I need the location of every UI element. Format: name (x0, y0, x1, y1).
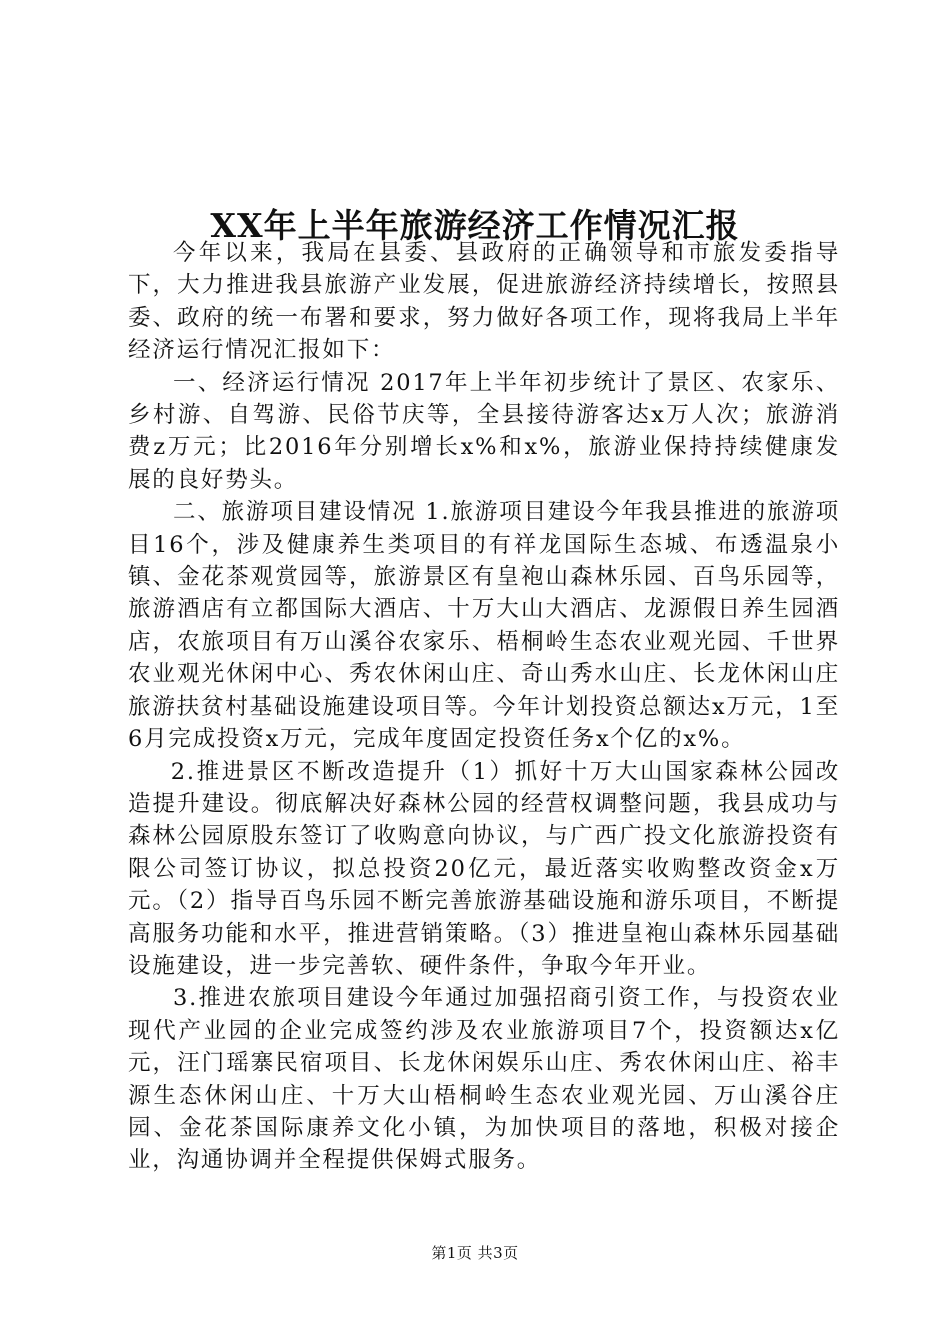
document-body (128, 237, 840, 1177)
paragraph-economic-operation: 一、经济运行情况 2017年上半年初步统计了景区、农家乐、乡村游、自驾游、民俗节庆等，全县接待游客达x万人次；旅游消费z万元；比2016年分别增长x%和x%，旅游业保持持续健康发展的良好势头。 (128, 369, 840, 493)
document-title: XX年上半年旅游经济工作情况汇报 (210, 206, 740, 246)
paragraph-project-construction: 二、旅游项目建设情况 1.旅游项目建设今年我县推进的旅游项目16个，涉及健康养生类项目的有祥龙国际生态城、布透温泉小镇、金花茶观赏园等，旅游景区有皇袍山森林乐园、百鸟乐园等，旅游酒店有立都国际大酒店、十万大山大酒店、龙源假日养生园酒店，农旅项目有万山溪谷农家乐、梧桐岭生态农业观光园、千世界农业观光休闲中心、秀农休闲山庄、奇山秀水山庄、长龙休闲山庄旅游扶贫村基础设施建设项目等。今年计划投资总额达x万元，1至6月完成投资x万元，完成年度固定投资任务x个亿的x%。 (128, 499, 840, 753)
paragraph-intro: 今年以来，我局在县委、县政府的正确领导和市旅发委指导下，大力推进我县旅游产业发展，促进旅游经济持续增长，按照县委、政府的统一布署和要求，努力做好各项工作，现将我局上半年经济运行情况汇报如下： (128, 240, 840, 364)
page-footer: 第1页 共3页 (431, 1244, 519, 1262)
paragraph-agri-tourism: 3.推进农旅项目建设今年通过加强招商引资工作，与投资农业现代产业园的企业完成签约涉及农业旅游项目7个，投资额达x亿元，汪门瑶寨民宿项目、长龙休闲娱乐山庄、秀农休闲山庄、裕丰源生态休闲山庄、十万大山梧桐岭生态农业观光园、万山溪谷庄园、金花茶国际康养文化小镇，为加快项目的落地，积极对接企业，沟通协调并全程提供保姆式服务。 (128, 985, 840, 1174)
paragraph-scenic-upgrade: 2.推进景区不断改造提升（1）抓好十万大山国家森林公园改造提升建设。彻底解决好森林公园的经营权调整问题，我县成功与森林公园原股东签订了收购意向协议，与广西广投文化旅游投资有限公司签订协议，拟总投资20亿元，最近落实收购整改资金x万元。（2）指导百鸟乐园不断完善旅游基础设施和游乐项目，不断提高服务功能和水平，推进营销策略。（3）推进皇袍山森林乐园基础设施建设，进一步完善软、硬件条件，争取今年开业。 (128, 758, 840, 979)
